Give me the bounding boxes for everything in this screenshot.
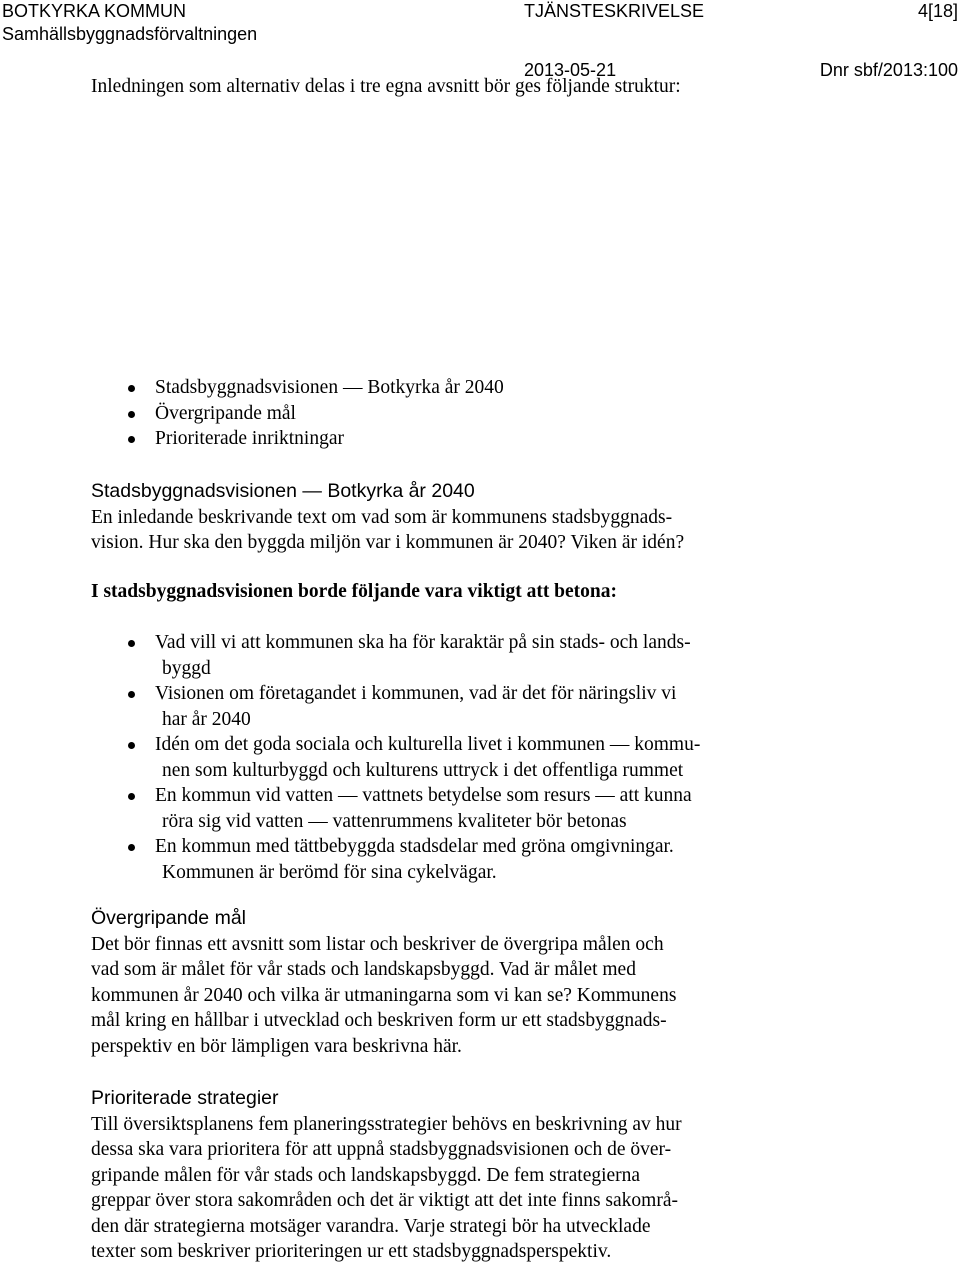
body-line: mål kring en hållbar i utvecklad och beskriven form ur ett stadsbyggnads- (91, 1010, 667, 1031)
body-line: kommunen år 2040 och vilka är utmaningarna som vi kan se? Kommunens (91, 984, 677, 1006)
body-line: En inledande beskrivande text om vad som är kommunens stadsbyggnads- (91, 506, 673, 528)
bullet-icon (128, 411, 135, 418)
list-item: Övergripande mål (91, 401, 891, 427)
body-line: perspektiv en bör lämpligen vara beskrivna här. (91, 1035, 462, 1057)
list-item: Visionen om företagandet i kommunen, vad är det för näringsliv vi har år 2040 (91, 681, 891, 732)
section-strategies (91, 1086, 891, 1265)
bullet-icon (128, 385, 135, 392)
body-line: texter som beskriver prioriteringen ur ett stadsbyggnadsperspektiv. (91, 1241, 612, 1262)
emphasis-heading: I stadsbyggnadsvisionen borde följande vara viktigt att betona: (91, 581, 618, 602)
body-line: den där strategierna motsäger varandra. Varje strategi bör ha utvecklade (91, 1215, 651, 1237)
bullet-icon (128, 742, 135, 749)
list-item: Idén om det goda sociala och kulturella livet i kommunen — kommu- nen som kulturbyggd och kulturens uttryck i det offentliga rummet (91, 732, 891, 783)
body-line: vad som är målet för vår stads och landskapsbyggd. Vad är målet med (91, 959, 636, 980)
document-date: 2013-05-21 (524, 60, 617, 80)
vision-list (91, 630, 891, 885)
structure-list (91, 375, 891, 452)
list-item: En kommun med tättbebyggda stadsdelar med gröna omgivningar. Kommunen är berömd för sina cykelvägar. (91, 834, 891, 885)
body-line: Det bör finnas ett avsnitt som listar och beskriver de övergripa målen och (91, 933, 664, 955)
bullet-icon (128, 640, 135, 647)
body-line: gripande målen för vår stads och landskapsbyggd. De fem strategierna (91, 1164, 641, 1186)
list-item: En kommun vid vatten — vattnets betydelse som resurs — att kunna röra sig vid vatten — vattenrummens kvaliteter bör betonas (91, 783, 891, 834)
organization-name: BOTKYRKA KOMMUN (2, 1, 187, 21)
section-heading: Prioriterade strategier (91, 1087, 279, 1109)
section-heading: Övergripande mål (91, 907, 246, 929)
body-line: Till översiktsplanens fem planeringsstrategier behövs en beskrivning av hur (91, 1113, 682, 1135)
section-heading: Stadsbyggnadsvisionen — Botkyrka år 2040 (91, 480, 475, 502)
department-name: Samhällsbyggnadsförvaltningen (2, 24, 258, 44)
bullet-icon (128, 436, 135, 443)
bullet-icon (128, 691, 135, 698)
list-item: Stadsbyggnadsvisionen — Botkyrka år 2040 (91, 375, 891, 401)
page-number: 4[18] (917, 1, 958, 21)
list-item: Prioriterade inriktningar (91, 426, 891, 452)
intro-paragraph: Inledningen som alternativ delas i tre egna avsnitt bör ges följande struktur: (91, 76, 681, 97)
document-type: TJÄNSTESKRIVELSE (524, 1, 705, 21)
document-reference: Dnr sbf/2013:100 (819, 60, 958, 80)
bullet-icon (128, 844, 135, 851)
body-line: dessa ska vara prioritera för att uppnå stadsbyggnadsvisionen och de över- (91, 1139, 672, 1160)
body-line: vision. Hur ska den byggda miljön var i kommunen är 2040? Viken är idén? (91, 532, 685, 553)
section-goals (91, 906, 891, 1059)
section-vision (91, 479, 891, 556)
body-line: greppar över stora sakområden och det är viktigt att det inte finns sakområ- (91, 1190, 678, 1211)
list-item: Vad vill vi att kommunen ska ha för karaktär på sin stads- och lands- byggd (91, 630, 891, 681)
bullet-icon (128, 793, 135, 800)
